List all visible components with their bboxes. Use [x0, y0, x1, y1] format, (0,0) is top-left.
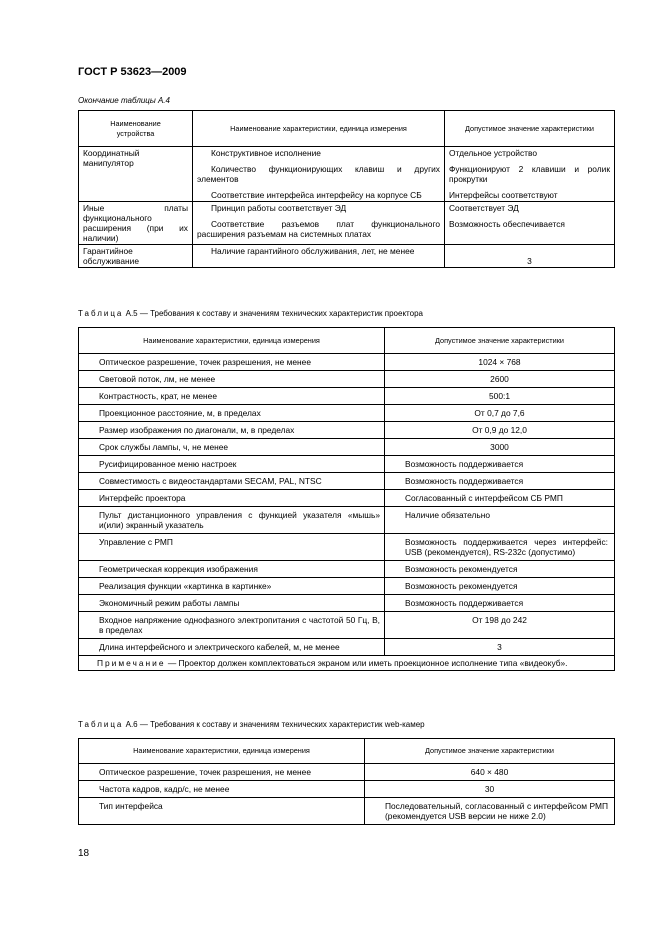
table-a6-characteristic: Тип интерфейса [79, 798, 365, 825]
table-a5-row [79, 422, 615, 439]
table-a5-row [79, 578, 615, 595]
table-a6-header-characteristic: Наименование характеристики, единица измерения [79, 739, 365, 764]
table-a5-characteristic: Экономичный режим работы лампы [79, 595, 385, 612]
table-a4-characteristic: Соответствие разъемов плат функционального расширения разъемам на системных платах [197, 219, 440, 239]
table-a5-value: Возможность поддерживается через интерфейс: USB (рекомендуется), RS-232c (допустимо) [385, 534, 615, 561]
table-a4-characteristic: Наличие гарантийного обслуживания, лет, не менее [193, 245, 445, 268]
table-a5-row [79, 639, 615, 656]
table-a5-row [79, 612, 615, 639]
table-a5-characteristic: Срок службы лампы, ч, не менее [79, 439, 385, 456]
table-a4-values-cell [445, 147, 615, 202]
table-a5-row [79, 439, 615, 456]
table-a6-row [79, 798, 615, 825]
table-a6-row [79, 781, 615, 798]
table-a6-header-value: Допустимое значение характеристики [365, 739, 615, 764]
table-a5-value: Возможность поддерживается [385, 473, 615, 490]
table-a4-header-characteristic: Наименование характеристики, единица измерения [193, 111, 445, 147]
table-a5-row [79, 490, 615, 507]
table-a5-characteristic: Геометрическая коррекция изображения [79, 561, 385, 578]
table-a5-row [79, 371, 615, 388]
table-a5-characteristic: Пульт дистанционного управления с функцией указателя «мышь» и(или) экранный указатель [79, 507, 385, 534]
table-a5-value: От 0,9 до 12,0 [385, 422, 615, 439]
table-a4-device-cell: Координатный манипулятор [79, 147, 193, 202]
table-a5-value: Возможность поддерживается [385, 595, 615, 612]
page-number: 18 [78, 848, 90, 859]
table-a4-device-cell: Иные платы функционального расширения (при их наличии) [79, 202, 193, 245]
table-a6-caption [78, 720, 425, 729]
table-a4-characteristic: Количество функционирующих клавиш и других элементов [197, 164, 440, 184]
table-a4-header-device: Наименование устройства [79, 111, 193, 147]
table-a5-value: 3000 [385, 439, 615, 456]
table-a5-header-value: Допустимое значение характеристики [385, 328, 615, 354]
table-a4-continuation-label: Окончание таблицы А.4 [78, 96, 170, 105]
table-a5-value: 2600 [385, 371, 615, 388]
table-a5-value: От 198 до 242 [385, 612, 615, 639]
table-a6-value: Последовательный, согласованный с интерфейсом РМП (рекомендуется USB версии не ниже 2.0) [365, 798, 615, 825]
table-a5-characteristic: Входное напряжение однофазного электропитания с частотой 50 Гц, В, в пределах [79, 612, 385, 639]
table-a4-values-cell [445, 202, 615, 245]
table-a5-characteristic: Проекционное расстояние, м, в пределах [79, 405, 385, 422]
table-a4-value: Интерфейсы соответствуют [449, 190, 558, 200]
table-a5-value: 3 [385, 639, 615, 656]
table-a5-value: 500:1 [385, 388, 615, 405]
table-a6-value: 640 × 480 [365, 764, 615, 781]
table-a5 [78, 327, 615, 671]
table-a4-characteristics-cell [193, 147, 445, 202]
table-a5-characteristic: Интерфейс проектора [79, 490, 385, 507]
table-a4-value: 3 [445, 245, 615, 268]
table-a5-row [79, 354, 615, 371]
table-a5-characteristic: Русифицированное меню настроек [79, 456, 385, 473]
table-a4-characteristic: Соответствие интерфейса интерфейсу на корпусе СБ [211, 190, 422, 200]
table-a6-characteristic: Оптическое разрешение, точек разрешения, не менее [79, 764, 365, 781]
table-a4-header-value: Допустимое значение характеристики [445, 111, 615, 147]
table-a5-note [79, 656, 615, 671]
table-a5-row [79, 595, 615, 612]
table-a5-characteristic: Размер изображения по диагонали, м, в пределах [79, 422, 385, 439]
table-a4-value: Соответствует ЭД [449, 203, 519, 213]
table-a5-note-label: Примечание [97, 658, 166, 668]
table-a5-characteristic: Оптическое разрешение, точек разрешения, не менее [79, 354, 385, 371]
table-a5-row [79, 405, 615, 422]
table-a5-value: От 0,7 до 7,6 [385, 405, 615, 422]
table-a5-characteristic: Контрастность, крат, не менее [79, 388, 385, 405]
table-a6 [78, 738, 615, 825]
table-a5-characteristic: Совместимость с видеостандартами SECAM, PAL, NTSC [79, 473, 385, 490]
table-a5-row [79, 388, 615, 405]
table-a4-value: Возможность обеспечивается [449, 219, 565, 229]
table-a6-caption-text: А.6 — Требования к составу и значениям технических характеристик web-камер [125, 720, 425, 729]
table-a5-caption [78, 309, 423, 318]
table-a5-row [79, 456, 615, 473]
table-a5-characteristic: Реализация функции «картинка в картинке» [79, 578, 385, 595]
document-header: ГОСТ Р 53623—2009 [78, 66, 187, 78]
table-a5-characteristic: Световой поток, лм, не менее [79, 371, 385, 388]
table-a4-value: Отдельное устройство [449, 148, 538, 158]
table-a6-caption-prefix: Таблица [78, 720, 124, 729]
table-a5-caption-prefix: Таблица [78, 309, 124, 318]
table-a5-caption-text: А.5 — Требования к составу и значениям технических характеристик проектора [125, 309, 423, 318]
table-a5-note-text: — Проектор должен комплектоваться экраном или иметь проекционное исполнение типа «видеокуб». [167, 658, 568, 668]
table-a4-characteristic: Принцип работы соответствует ЭД [211, 203, 347, 213]
table-a4-characteristic: Конструктивное исполнение [211, 148, 321, 158]
table-a6-row [79, 764, 615, 781]
table-a6-characteristic: Частота кадров, кадр/с, не менее [79, 781, 365, 798]
table-a4-device-cell: Гарантийное обслуживание [79, 245, 193, 268]
table-a5-value: 1024 × 768 [385, 354, 615, 371]
table-a5-header-characteristic: Наименование характеристики, единица измерения [79, 328, 385, 354]
table-a5-row [79, 561, 615, 578]
table-a5-characteristic: Управление с РМП [79, 534, 385, 561]
table-a5-row [79, 473, 615, 490]
table-a5-value: Возможность поддерживается [385, 456, 615, 473]
table-a5-row [79, 507, 615, 534]
table-a5-characteristic: Длина интерфейсного и электрического кабелей, м, не менее [79, 639, 385, 656]
table-a5-row [79, 534, 615, 561]
table-a4 [78, 110, 615, 268]
table-a4-value: Функционируют 2 клавиши и ролик прокрутки [449, 164, 610, 184]
table-a5-value: Возможность рекомендуется [385, 578, 615, 595]
table-a4-characteristics-cell [193, 202, 445, 245]
table-a6-value: 30 [365, 781, 615, 798]
table-a5-value: Согласованный с интерфейсом СБ РМП [385, 490, 615, 507]
table-a5-value: Возможность рекомендуется [385, 561, 615, 578]
table-a5-value: Наличие обязательно [385, 507, 615, 534]
